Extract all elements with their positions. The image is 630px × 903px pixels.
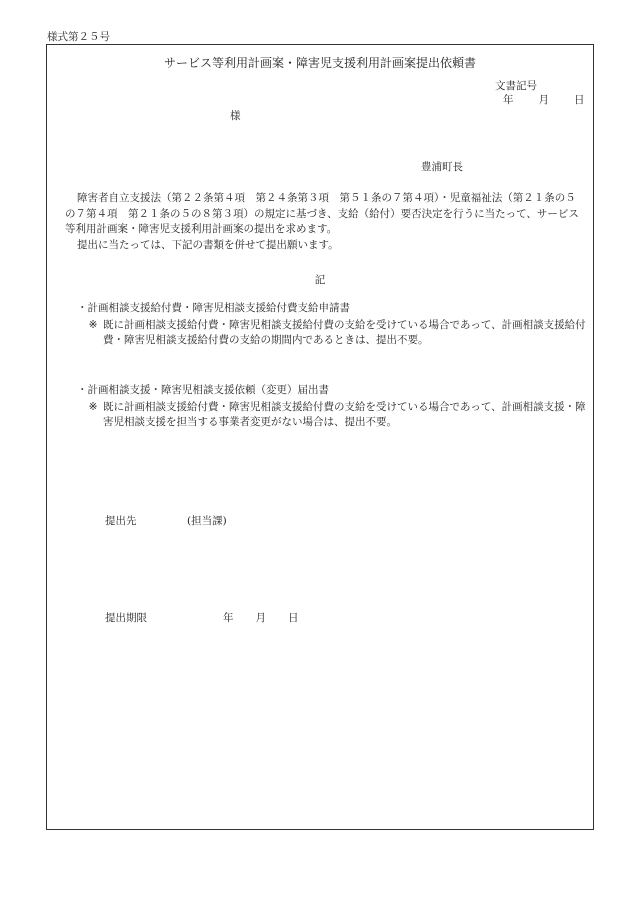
- deadline-month: 月: [255, 612, 266, 624]
- deadline-day: 日: [288, 612, 299, 624]
- note-mark: ※: [88, 401, 98, 413]
- sender-name: 豊浦町長: [421, 161, 463, 173]
- document-number-label: 文書記号: [495, 80, 537, 92]
- deadline-label: 提出期限: [105, 612, 147, 624]
- request-body: [65, 191, 585, 253]
- required-document-item: [77, 301, 587, 348]
- date-day: 日: [574, 94, 585, 106]
- addressee-suffix: 様: [230, 110, 241, 122]
- note-mark: ※: [88, 319, 98, 331]
- destination-label: 提出先: [105, 515, 137, 527]
- form-number: 様式第２５号: [47, 31, 110, 43]
- item-note-text: 既に計画相談支援給付費・障害児相談支援給付費の支給を受けている場合であって、計画相談支援給付費・障害児相談支援給付費の支給の期間内であるときは、提出不要。: [103, 319, 586, 346]
- item-heading: ・計画相談支援・障害児相談支援依頼（変更）届出書: [77, 384, 329, 396]
- item-note: [77, 318, 587, 348]
- item-heading: ・計画相談支援給付費・障害児相談支援給付費支給申請書: [77, 302, 350, 314]
- deadline-date: [223, 611, 299, 626]
- body-paragraph-2: 提出に当たっては、下記の書類を併せて提出願います。: [77, 238, 339, 251]
- date-month: 月: [538, 94, 549, 106]
- destination-department: (担当課): [187, 515, 227, 527]
- body-paragraph-1: 障害者自立支援法（第２２条第４項 第２４条第３項 第５１条の７第４項）・児童福祉法（第２１条の５の７第４項 第２１条の５の８第３項）の規定に基づき、支給（給付）要否決定を行うに当たって、サービス等利用計画案・障害児支援利用計画案の提出を求めます。: [65, 192, 579, 235]
- date-year: 年: [503, 94, 514, 106]
- deadline-year: 年: [223, 612, 234, 624]
- ki-heading: 記: [314, 274, 326, 286]
- required-document-item: [77, 383, 587, 430]
- document-title: サービス等利用計画案・障害児支援利用計画案提出依頼書: [163, 56, 476, 70]
- issue-date: [503, 93, 585, 108]
- form-frame: [46, 44, 594, 830]
- item-note: [77, 400, 587, 430]
- item-note-text: 既に計画相談支援給付費・障害児相談支援給付費の支給を受けている場合であって、計画相談支援・障害児相談支援を担当する事業者変更がない場合は、提出不要。: [103, 401, 586, 428]
